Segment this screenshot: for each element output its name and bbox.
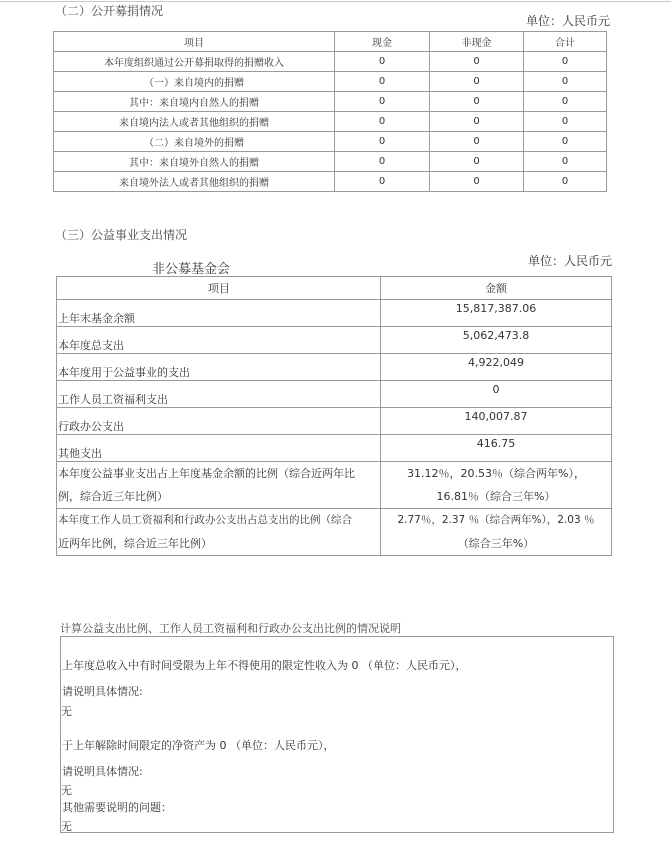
row-noncash: 0: [430, 52, 524, 72]
header-noncash: 非现金: [430, 32, 524, 52]
note-other-issues-label: 其他需要说明的问题：: [62, 801, 172, 814]
row-total: 0: [524, 172, 607, 192]
ratio-item-line2: 近两年比例，综合近三年比例）: [58, 537, 212, 550]
row-noncash: 0: [430, 132, 524, 152]
row-amount: 416.75: [381, 435, 612, 462]
row-noncash: 0: [430, 112, 524, 132]
row-item: 来自境外法人或者其他组织的捐赠: [54, 172, 335, 192]
table-row: [54, 92, 607, 112]
section2-title: （二）公开募捐情况: [55, 4, 164, 18]
table-row: [54, 132, 607, 152]
ratio-amount: [381, 509, 612, 556]
row-item: 上年末基金余额: [57, 300, 381, 327]
charity-expenditure-table: [56, 276, 612, 556]
table-row: [54, 52, 607, 72]
row-total: 0: [524, 152, 607, 172]
table-row: [57, 300, 612, 327]
row-item: （一）来自境内的捐赠: [54, 72, 335, 92]
table-row: [54, 112, 607, 132]
note-restricted-income: 上年度总收入中有时间受限为上年不得使用的限定性收入为 0 （单位：人民币元），: [62, 659, 467, 672]
ratio-amount-line2: （综合三年%）: [457, 537, 535, 550]
note-answer: 无: [61, 784, 72, 797]
section2-unit: 单位：人民币元: [526, 14, 611, 28]
row-item: 来自境内法人或者其他组织的捐赠: [54, 112, 335, 132]
row-cash: 0: [335, 92, 430, 112]
table-header-row: [54, 32, 607, 52]
row-noncash: 0: [430, 72, 524, 92]
row-item: 本年度用于公益事业的支出: [57, 354, 381, 381]
row-noncash: 0: [430, 92, 524, 112]
ratio-item-line1: 本年度工作人员工资福利和行政办公支出占总支出的比例（综合: [58, 514, 352, 526]
note-explain-label: 请说明具体情况:: [62, 685, 143, 698]
header-item: 项目: [54, 32, 335, 52]
row-item: 本年度组织通过公开募捐取得的捐赠收入: [54, 52, 335, 72]
notes-title: 计算公益支出比例、工作人员工资福利和行政办公支出比例的情况说明: [60, 622, 401, 635]
table-header-row: [57, 277, 612, 300]
row-cash: 0: [335, 52, 430, 72]
note-released-net-assets: 于上年解除时间限定的净资产为 0 （单位：人民币元），: [62, 739, 335, 752]
row-item: 其中：来自境内自然人的捐赠: [54, 92, 335, 112]
table-row: [57, 462, 612, 509]
row-cash: 0: [335, 72, 430, 92]
row-cash: 0: [335, 172, 430, 192]
row-cash: 0: [335, 112, 430, 132]
row-item: 其他支出: [57, 435, 381, 462]
row-amount: 0: [381, 381, 612, 408]
row-amount: 15,817,387.06: [381, 300, 612, 327]
ratio-amount-line1: 31.12％，20.53％（综合两年%），: [407, 467, 585, 480]
row-cash: 0: [335, 132, 430, 152]
row-amount: 4,922,049: [381, 354, 612, 381]
ratio-amount-line2: 16.81％（综合三年%）: [436, 490, 556, 503]
header-cash: 现金: [335, 32, 430, 52]
note-answer: 无: [61, 820, 72, 833]
row-total: 0: [524, 92, 607, 112]
header-total: 合计: [524, 32, 607, 52]
table-row: [57, 381, 612, 408]
row-total: 0: [524, 112, 607, 132]
ratio-item-line2: 例，综合近三年比例）: [58, 490, 168, 503]
row-cash: 0: [335, 152, 430, 172]
row-total: 0: [524, 72, 607, 92]
row-amount: 5,062,473.8: [381, 327, 612, 354]
section3-title: （三）公益事业支出情况: [55, 228, 188, 242]
row-item: （二）来自境外的捐赠: [54, 132, 335, 152]
table-row: [57, 509, 612, 556]
table-row: [57, 435, 612, 462]
section3-unit: 单位：人民币元: [528, 254, 613, 268]
public-fundraising-table: [53, 31, 607, 192]
note-explain-label: 请说明具体情况:: [62, 765, 143, 778]
table-row: [57, 408, 612, 435]
table-row: [54, 152, 607, 172]
ratio-item-line1: 本年度公益事业支出占上年度基金余额的比例（综合近两年比: [58, 467, 355, 480]
row-total: 0: [524, 52, 607, 72]
notes-box: [60, 636, 614, 833]
row-item: 工作人员工资福利支出: [57, 381, 381, 408]
table-row: [54, 172, 607, 192]
ratio-amount-line1: 2.77％，2.37 ％（综合两年%），2.03 ％: [397, 514, 595, 526]
ratio-amount: [381, 462, 612, 509]
row-item: 其中：来自境外自然人的捐赠: [54, 152, 335, 172]
row-noncash: 0: [430, 172, 524, 192]
table-row: [57, 327, 612, 354]
table-row: [57, 354, 612, 381]
header-item: 项目: [57, 277, 381, 300]
ratio-item: [57, 509, 381, 556]
note-answer: 无: [61, 705, 72, 718]
row-total: 0: [524, 132, 607, 152]
row-amount: 140,007.87: [381, 408, 612, 435]
ratio-item: [57, 462, 381, 509]
row-item: 本年度总支出: [57, 327, 381, 354]
row-item: 行政办公支出: [57, 408, 381, 435]
row-noncash: 0: [430, 152, 524, 172]
table-row: [54, 72, 607, 92]
header-amount: 金额: [381, 277, 612, 300]
section3-subtitle: 非公募基金会: [152, 262, 231, 277]
